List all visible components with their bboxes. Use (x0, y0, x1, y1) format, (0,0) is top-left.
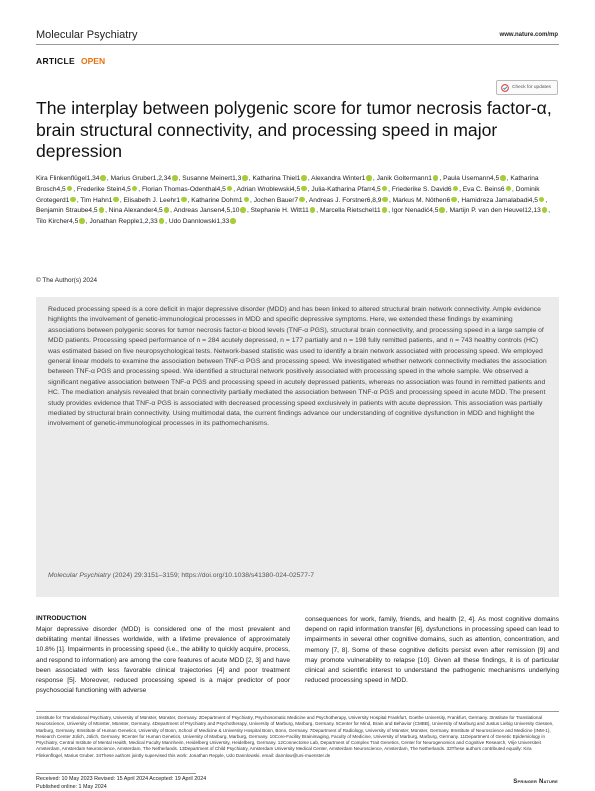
author-name[interactable]: Markus M. Nöthen6 (392, 196, 451, 204)
dates-divider (36, 773, 196, 774)
author-name[interactable]: Benjamin Straube4,5 (36, 207, 98, 215)
orcid-icon[interactable] (70, 197, 76, 203)
author-name[interactable]: Igor Nenadić4,5 (391, 207, 439, 215)
author-name[interactable]: Katharina Brosch4,5 (36, 175, 539, 193)
author-name[interactable]: Adrian Wroblewski4,5 (236, 185, 301, 193)
orcid-icon[interactable] (506, 186, 512, 192)
author-name[interactable]: Eva C. Beins6 (462, 185, 505, 193)
author-name[interactable]: Nina Alexander4,5 (108, 207, 163, 215)
header-divider (36, 44, 559, 45)
publisher-logo: Springer Nature (513, 779, 558, 785)
author-name[interactable]: Marcella Rietschel11 (319, 207, 381, 215)
abstract-text: Reduced processing speed is a core deficit in major depressive disorder (MDD) and has been linked to altered structural brain network connectivity. Ample evidence highlights the involvement of genetic-immunological processes in MDD and specific depressive symptoms. Here, we extended these findings by examining associations between polygenic scores for tumor necrosis factor-α blood levels (TNF-α PGS), structural brain connectivity, and processing speed in a large sample of MDD patients. Processing speed performance of n = 284 acutely depressed, n = 177 partially and n = 198 fully remitted patients, and n = 743 healthy controls (HC) was estimated based on five neuropsychological tests. Network-based statistic was used to identify a brain network associated with processing speed. We employed general linear models to examine the association between TNF-α PGS and processing speed. We investigated whether network connectivity mediates the association between TNF-α PGS and processing speed. We identified a structural network positively associated with processing speed in the whole sample. We observed a significant negative association between TNF-α PGS and processing speed in acutely depressed patients, whereas no association was found in remitted patients and HC. The mediation analysis revealed that brain connectivity partially mediated the association between TNF-α PGS and processing speed in acute MDD. The present study provides evidence that TNF-α PGS is associated with decreased processing speed exclusively in patients with acute depression. This association was partially mediated by structural brain connectivity. Using multimodal data, the current findings advance our understanding of cognitive dysfunction in MDD and highlight the involvement of genetic-immunological processes in its pathomechanisms. (48, 306, 547, 428)
citation-details[interactable]: (2024) 29:3151–3159; https://doi.org/10.1038/s41380-024-02577-7 (110, 572, 315, 579)
orcid-icon[interactable] (100, 175, 106, 181)
received-dates: Received: 10 May 2023 Revised: 15 April 2024 Accepted: 19 April 2024 (36, 776, 207, 782)
orcid-icon[interactable] (539, 197, 545, 203)
orcid-icon[interactable] (132, 186, 138, 192)
author-name[interactable]: Tim Hahn1 (80, 196, 113, 204)
orcid-icon[interactable] (382, 207, 388, 213)
orcid-icon[interactable] (159, 218, 165, 224)
author-name[interactable]: Friederike S. David6 (391, 185, 452, 193)
citation-journal: Molecular Psychiatry (48, 572, 111, 579)
intro-column-right: consequences for work, family, friends, and health [2, 4]. As most cognitive domains depend on rapid information transfer [6], dysfunctions in processing speed can lead to impairments in several other cognitive domains, such as attention, concentration, and memory [7, 8]. Some of these cognitive deficits persist even after remission [9] and may promote vulnerability to relapse [10]. Given all these findings, it is of particular clinical and scientific interest to understand the pathogenic mechanisms underlying reduced processing speed in MDD. (305, 616, 559, 685)
affiliations-divider (36, 711, 559, 712)
orcid-icon[interactable] (230, 218, 236, 224)
check-updates-icon (501, 84, 509, 92)
journal-name: Molecular Psychiatry (36, 29, 138, 41)
author-name[interactable]: Janik Goltermann1 (376, 175, 432, 182)
orcid-icon[interactable] (382, 197, 388, 203)
section-heading-introduction: INTRODUCTION (36, 615, 87, 622)
author-name[interactable]: Andreas J. Forstner6,8,9 (308, 196, 382, 204)
orcid-icon[interactable] (310, 207, 316, 213)
author-name[interactable]: Martijn P. van den Heuvel12,13 (449, 207, 541, 215)
author-name[interactable]: Dominik Grotegerd1 (36, 185, 540, 204)
author-name[interactable]: Paula Usemann4,5 (443, 175, 500, 182)
author-list: Kira Flinkenflügel1,34 , Marius Gruber1,2,34 , Susanne Meinert1,3 , Katharina Thiel1 , Alexandra Winter1 , Janik Goltermann1 , Paula Usemann4,5 , Katharina Brosch4,5 , Frederike Stein4,5 , Florian Thomas-Odenthal4,5 , Adrian Wroblewski4,5 , Julia-Katharina Pfarr4,5 , Friederike S. David6 , Eva C. Beins6 , Dominik Grotegerd1 , Tim Hahn1 , Elisabeth J. Leehr1 , Katharine Dohm1 , Jochen Bauer7 , Andreas J. Forstner6,8,9 , Markus M. Nöthen6 , Hamidreza Jamalabadi4,5 , Benjamin Straube4,5 , Nina Alexander4,5 , Andreas Jansen4,5,10 , Stephanie H. Witt11 , Marcella Rietschel11 , Igor Nenadić4,5 , Martijn P. van den Heuvel12,13 , Tilo Kircher4,5 , Jonathan Repple1,2,33 , Udo Dannlowski1,33 (36, 175, 551, 226)
author-name[interactable]: Andreas Jansen4,5,10 (173, 207, 240, 215)
orcid-icon[interactable] (453, 186, 459, 192)
orcid-icon[interactable] (113, 197, 119, 203)
intro-column-left: Major depressive disorder (MDD) is considered one of the most prevalent and debilitating mental illnesses worldwide, with a lifetime prevalence of approximately 10.8% [1]. Impairments in processing speed (i.e., the ability to quickly acquire, process, and respond to information) are among the core features of acute MDD [2, 3] and have been associated with less favorable clinical trajectories [4] and poor treatment response [5]. Moreover, reduced processing speed is a major predictor of poor psychosocial functioning with adverse (36, 626, 290, 695)
check-for-updates-button[interactable] (496, 80, 558, 95)
author-name[interactable]: Elisabeth J. Leehr1 (123, 196, 181, 204)
author-name[interactable]: Katharina Thiel1 (252, 175, 301, 182)
article-type-label: ARTICLE (36, 56, 75, 66)
orcid-icon[interactable] (301, 175, 307, 181)
orcid-icon[interactable] (433, 175, 439, 181)
author-name[interactable]: Hamidreza Jamalabadi4,5 (461, 196, 538, 204)
orcid-icon[interactable] (244, 197, 250, 203)
orcid-icon[interactable] (172, 175, 178, 181)
author-name[interactable]: Marius Gruber1,2,34 (110, 175, 172, 182)
orcid-icon[interactable] (67, 186, 73, 192)
author-name[interactable]: Kira Flinkenflügel1,34 (36, 175, 100, 182)
author-name[interactable]: Katharine Dohm1 (191, 196, 243, 204)
orcid-icon[interactable] (382, 186, 388, 192)
author-name[interactable]: Stephanie H. Witt11 (250, 207, 309, 215)
orcid-icon[interactable] (451, 197, 457, 203)
orcid-icon[interactable] (99, 207, 105, 213)
article-title: The interplay between polygenic score for tumor necrosis factor-α, brain structural connectivity, and processing speed in major depression (36, 98, 552, 161)
journal-site-link[interactable]: www.nature.com/mp (499, 32, 558, 38)
orcid-icon[interactable] (542, 207, 548, 213)
affiliations-footnote: 1Institute for Translational Psychiatry, University of Münster, Münster, Germany. 2Department of Psychiatry, Psychosomatic Medicine and Psychotherapy, University Hospital Frankfurt, Goethe University, Frankfurt, Germany. 3Institute for Translational Neuroscience, University of Münster, Münster, Germany. 4Department of Psychiatry and Psychotherapy, University of Marburg, Marburg, Germany. 5Center for Mind, Brain and Behavior (CMBB), University of Marburg and Justus Liebig University Giessen, Marburg, Germany. 6Institute of Human Genetics, University of Bonn, School of Medicine & University Hospital Bonn, Bonn, Germany. 7Department of Radiology, University of Münster, Münster, Germany. 8Institute of Neuroscience and Medicine (INM-1), Research Center Jülich, Jülich, Germany. 9Center for Human Genetics, University of Marburg, Marburg, Germany. 10Core-Facility Brainimaging, Faculty of Medicine, University of Marburg, Marburg, Germany. 11Department of Genetic Epidemiology in Psychiatry, Central Institute of Mental Health, Medical Faculty Mannheim, Heidelberg University, Heidelberg, Germany. 12Connectome Lab, Department of Complex Trait Genetics, Center for Neurogenomics and Cognitive Research, Vrije Universiteit Amsterdam, Amsterdam Neuroscience, Amsterdam, The Netherlands. 13Department of Child Psychiatry, Amsterdam University Medical Center, Amsterdam Neuroscience, Amsterdam, The Netherlands. 33These authors contributed equally: Kira Flinkenflügel, Marius Gruber. 34These authors jointly supervised this work: Jonathan Repple, Udo Dannlowski. email: dannlow@uni-muenster.de (36, 715, 554, 758)
orcid-icon[interactable] (299, 197, 305, 203)
citation-line (48, 572, 314, 579)
author-name[interactable]: Tilo Kircher4,5 (36, 218, 79, 226)
author-name[interactable]: Jonathan Repple1,2,33 (89, 218, 158, 226)
published-date: Published online: 1 May 2024 (36, 784, 107, 790)
orcid-icon[interactable] (366, 175, 372, 181)
orcid-icon[interactable] (439, 207, 445, 213)
orcid-icon[interactable] (500, 175, 506, 181)
author-name[interactable]: Julia-Katharina Pfarr4,5 (311, 185, 381, 193)
orcid-icon[interactable] (181, 197, 187, 203)
orcid-icon[interactable] (242, 175, 248, 181)
open-access-badge: OPEN (81, 56, 106, 66)
author-name[interactable]: Susanne Meinert1,3 (182, 175, 242, 182)
orcid-icon[interactable] (301, 186, 307, 192)
author-name[interactable]: Frederike Stein4,5 (76, 185, 131, 193)
check-updates-label: Check for updates (512, 85, 551, 90)
author-name[interactable]: Udo Dannlowski1,33 (168, 218, 230, 226)
author-name[interactable]: Alexandra Winter1 (311, 175, 366, 182)
author-name[interactable]: Florian Thomas-Odenthal4,5 (141, 185, 226, 193)
orcid-icon[interactable] (79, 218, 85, 224)
orcid-icon[interactable] (164, 207, 170, 213)
copyright-notice: © The Author(s) 2024 (36, 277, 98, 284)
author-name[interactable]: Jochen Bauer7 (253, 196, 299, 204)
orcid-icon[interactable] (240, 207, 246, 213)
orcid-icon[interactable] (227, 186, 233, 192)
